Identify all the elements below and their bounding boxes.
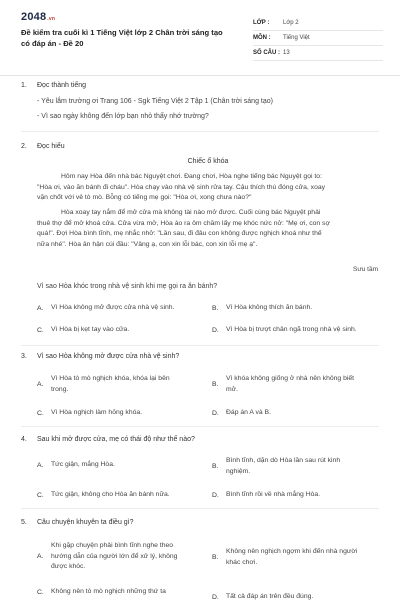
option-text: Tất cả đáp án trên đều đúng. [226,593,314,600]
option-text: Tức giận, không cho Hòa ăn bánh nữa. [51,491,170,498]
option-text [51,541,177,573]
option-text: Vì Hòa không thích ăn bánh. [226,304,313,311]
logo-text: 2048 [21,11,47,23]
option-letter: A. [37,461,44,469]
option-text [226,456,340,477]
option-text: Bình tĩnh rồi về nhà mắng Hòa. [226,491,321,498]
story-line: nữa nhé". Hòa ân hận cúi đầu: "Vâng ạ, con xin lỗi bác, con xin lỗi mẹ ạ". [37,240,258,248]
option-letter: D. [212,326,219,334]
header-divider [0,75,400,76]
option-text: Đáp án A và B. [226,409,271,416]
story-title: Chiếc ổ khóa [187,158,229,165]
option-line: trong. [51,385,69,393]
option-text: Vì Hòa không mở được cửa nhà vệ sinh. [51,304,175,311]
option-letter: B. [212,554,219,561]
option-letter: A. [37,381,44,388]
story-line: quá!". Đợi Hòa bình tĩnh, mẹ nhắc nhở: "Lần sau, đi đâu con không được nghịch khoá như thế [37,230,322,237]
story-paragraph-1 [37,172,379,204]
option-line: Bình tĩnh, dặn dò Hòa lần sau rút kinh [226,457,341,464]
question-title: Đọc hiểu [37,143,65,150]
option-d[interactable] [212,592,313,603]
question-number: 1. [21,82,27,89]
option-letter: B. [212,304,219,312]
exam-meta [253,16,383,61]
meta-key: LỚP : [253,20,270,26]
option-letter: D. [212,491,219,499]
option-a[interactable] [37,303,174,314]
option-b[interactable] [212,456,340,477]
meta-value[interactable]: Lớp 2 [283,20,299,26]
option-b[interactable] [212,303,312,314]
option-line: Vì khóa không giống ở nhà nên không biết [226,375,355,382]
question-divider [21,426,379,427]
option-letter: C. [37,491,44,499]
story-paragraph-2 [37,208,379,250]
page-title: Đề kiểm tra cuối kì 1 Tiếng Việt lớp 2 Chân trời sáng tạo có đáp án - Đề 20 [21,28,223,48]
option-line: khác chơi. [226,558,258,566]
option-c[interactable] [37,325,129,336]
option-c[interactable] [37,408,142,419]
question-number: 5. [21,519,27,526]
option-a[interactable] [37,460,115,471]
question-title: Đọc thành tiếng [37,82,87,89]
header [0,0,400,72]
option-letter: A. [37,553,44,561]
question-number: 2. [21,143,27,150]
q1-line: - Yêu lắm trường ơi Trang 106 - Sgk Tiếng Việt 2 Tập 1 (Chân trời sáng tạo) [37,98,273,105]
story-line: "Hòa ơi, vào ăn bánh đi cháu". Hòa chạy vào nhà vệ sinh rửa tay. Cậu thích thú đóng cửa, xoay [37,183,326,191]
option-text [226,547,357,568]
story-line: vặn chốt với vẻ tò mò. Bỗng có tiếng mẹ gọi: "Hòa ơi, xong chưa nào?" [37,194,252,201]
question-text: Sau khi mở được cửa, mẹ có thái độ như thế nào? [37,436,195,443]
site-logo[interactable] [21,11,55,23]
option-text: Vì Hòa bị kẹt tay vào cửa. [51,326,130,333]
story-line: Hôm nay Hòa đến nhà bác Nguyệt chơi. Đang chơi, Hòa nghe tiếng bác Nguyệt gọi to: [61,173,322,180]
option-b[interactable] [212,547,357,568]
story-line: thuê thợ để mở khoá cửa. Cửa vừa mở, Hòa ào ra ôm chầm lấy mẹ khóc nức nở: "Mẹ ơi, con sợ [37,219,330,227]
question-divider [21,345,379,346]
question-text: Vì sao Hòa không mở được cửa nhà vệ sinh? [37,353,180,360]
meta-row-count [253,46,383,61]
meta-value[interactable]: Tiếng Việt [283,35,310,41]
option-line: mở. [226,385,239,393]
option-letter: D. [212,409,219,417]
option-line: được khóc. [51,563,86,570]
question-divider [21,131,379,132]
meta-row-subject [253,31,383,46]
option-a[interactable] [37,541,177,573]
question-number: 3. [21,353,27,360]
q1-line: - Vì sao ngày không đến lớp bạn nhỏ thấy nhớ trường? [37,113,209,120]
option-letter: B. [212,463,219,470]
option-letter: A. [37,304,44,312]
option-d[interactable] [212,408,271,419]
meta-value: 13 [283,50,290,56]
question-text: Câu chuyện khuyên ta điều gì? [37,519,134,526]
option-line: nghiệm. [226,467,251,475]
option-text: Vì Hòa bị trượt chân ngã trong nhà vệ sinh. [226,326,357,333]
option-b[interactable] [212,374,354,395]
story-line: Hòa xoay tay nắm để mở cửa mà không tài nào mở được. Cuối cùng bác Nguyệt phải [61,209,321,216]
logo-suffix: .vn [47,16,56,22]
option-text: Vì Hòa nghịch làm hỏng khóa. [51,409,143,416]
option-text: Tức giận, mắng Hòa. [51,461,115,468]
option-text [226,374,354,395]
option-c[interactable] [37,490,170,501]
option-letter: C. [37,588,44,596]
option-letter: C. [37,409,44,417]
option-line: Vì Hòa tò mò nghịch khóa, khóa lại bên [51,375,170,382]
option-text [51,374,170,395]
option-text: Không nên tò mò nghịch những thứ ta [51,588,166,595]
meta-key: MÔN : [253,35,271,41]
option-d[interactable] [212,490,320,501]
question-text: Vì sao Hòa khóc trong nhà vệ sinh khi mẹ gọi ra ăn bánh? [37,283,218,290]
story-source: Sưu tầm [353,266,378,273]
option-a[interactable] [37,374,170,395]
question-divider [21,508,379,509]
option-letter: B. [212,381,219,388]
option-letter: C. [37,326,44,334]
question-number: 4. [21,436,27,443]
meta-key: SỐ CÂU : [253,50,280,56]
meta-row-grade [253,16,383,31]
option-d[interactable] [212,325,357,336]
option-letter: D. [212,593,219,601]
option-line: hướng dẫn của người lớn để xử lý, không [51,552,178,560]
option-line: Khi gặp chuyện phải bình tĩnh nghe theo [51,542,174,549]
option-c[interactable] [37,587,166,598]
option-line: Không nên nghịch ngợm khi đến nhà người [226,548,358,555]
